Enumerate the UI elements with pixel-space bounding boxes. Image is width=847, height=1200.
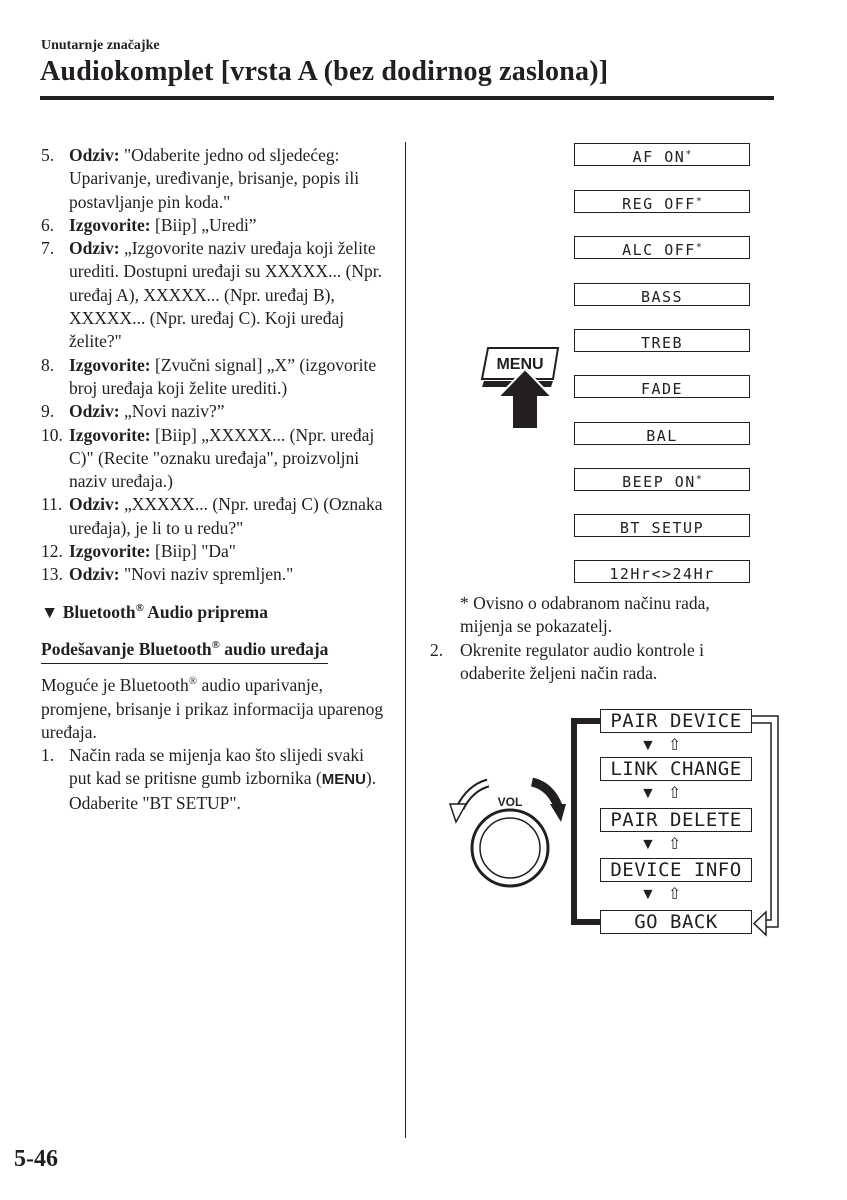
arrow-down-icon: ▼ [640,836,656,853]
step-item: 9. Odziv: „Novi naziv?” [41,401,225,422]
loop-arrow-right-icon [754,912,766,935]
menu-button-illustration [480,345,570,435]
arrow-down-icon: ▼ [640,737,656,754]
step-item: 8. Izgovorite: [Zvučni signal] „X” (izgovorite broj uređaja koji želite urediti.) [41,354,377,398]
loop-line-right-inner [752,723,771,920]
arrow-up-icon: ⇧ [667,836,682,853]
right-column-text [430,592,760,685]
left-column [41,144,386,815]
loop-line-left [574,721,600,922]
page-title: Audiokomplet [vrsta A (bez dodirnog zaslona)] [40,56,609,87]
display-bal: BAL [574,422,750,445]
bluetooth-subheading: Podešavanje Bluetooth® audio uređaja [41,638,328,664]
section-label: Unutarnje značajke [41,38,160,53]
loop-line-right-outer [752,716,778,927]
rotate-right-arc [532,782,558,806]
arrow-down-icon: ▼ [640,785,656,802]
column-divider [405,142,406,1138]
arrow-up-icon: ⇧ [667,785,682,802]
display-af-on: AF ON* [574,143,750,166]
step-item: 10. Izgovorite: [Biip] „XXXXX... (Npr. uređaj C)" (Recite "oznaku uređaja", proizvoljni naziv uređaja.) [41,424,375,492]
nav-arrows [640,837,681,853]
step-item: 2. Okrenite regulator audio kontrole i odaberite željeni način rada. [430,639,704,683]
rotate-left-arrow-icon [450,804,466,822]
arrow-down-icon: ▼ [640,886,656,903]
nav-arrows [640,887,681,903]
nav-arrows [640,738,681,754]
display-beep-on: BEEP ON* [574,468,750,491]
bt-item-pair-delete: PAIR DELETE [600,808,752,832]
bluetooth-heading: ▼ Bluetooth® Audio priprema [41,601,268,622]
bluetooth-intro: Moguće je Bluetooth® audio uparivanje, promjene, brisanje i prikaz informacija uparenog uređaja. [41,675,384,742]
bt-item-pair-device: PAIR DEVICE [600,709,752,733]
step-item: 12. Izgovorite: [Biip] "Da" [41,541,236,562]
display-clock-format: 12Hr<>24Hr [574,560,750,583]
display-bass: BASS [574,283,750,306]
footnote: * Ovisno o odabranom načinu rada, mijenja se pokazatelj. [460,593,710,637]
step-item: 11. Odziv: „XXXXX... (Npr. uređaj C) (Oznaka uređaja), je li to u redu?" [41,494,383,538]
nav-arrows [640,786,681,802]
bt-item-device-info: DEVICE INFO [600,858,752,882]
menu-button-label: MENU [496,356,544,373]
rotate-right-arrow-icon [550,804,566,822]
bt-item-go-back: GO BACK [600,910,752,934]
arrow-up-icon: ⇧ [667,737,682,754]
display-alc-off: ALC OFF* [574,236,750,259]
step-item: 7. Odziv: „Izgovorite naziv uređaja koji želite urediti. Dostupni uređaji su XXXXX... (Npr. uređaj A), XXXXX... (Npr. uređaj B), XXXXX... (Npr. uređaj C). Koji uređaj želite?" [41,238,383,352]
voice-steps-list [41,144,386,587]
vol-knob-inner [480,818,540,878]
display-treb: TREB [574,329,750,352]
page-number: 5-46 [14,1146,58,1172]
bt-item-link-change: LINK CHANGE [600,757,752,781]
title-divider [40,96,774,100]
step-item: 6. Izgovorite: [Biip] „Uredi” [41,214,257,235]
display-bt-setup: BT SETUP [574,514,750,537]
setup-steps-list [41,744,386,815]
step-item: 1. Način rada se mijenja kao što slijedi svaki put kad se pritisne gumb izbornika (MENU). Odaberite "BT SETUP". [41,745,377,813]
vol-knob-label: VOL [497,795,523,809]
step-item: 13. Odziv: "Novi naziv spremljen." [41,564,294,585]
step-item: 5. Odziv: "Odaberite jedno od sljedećeg: Uparivanje, uređivanje, brisanje, popis ili postavljanje pin koda." [41,145,360,212]
display-fade: FADE [574,375,750,398]
display-reg-off: REG OFF* [574,190,750,213]
arrow-up-icon: ⇧ [667,886,682,903]
